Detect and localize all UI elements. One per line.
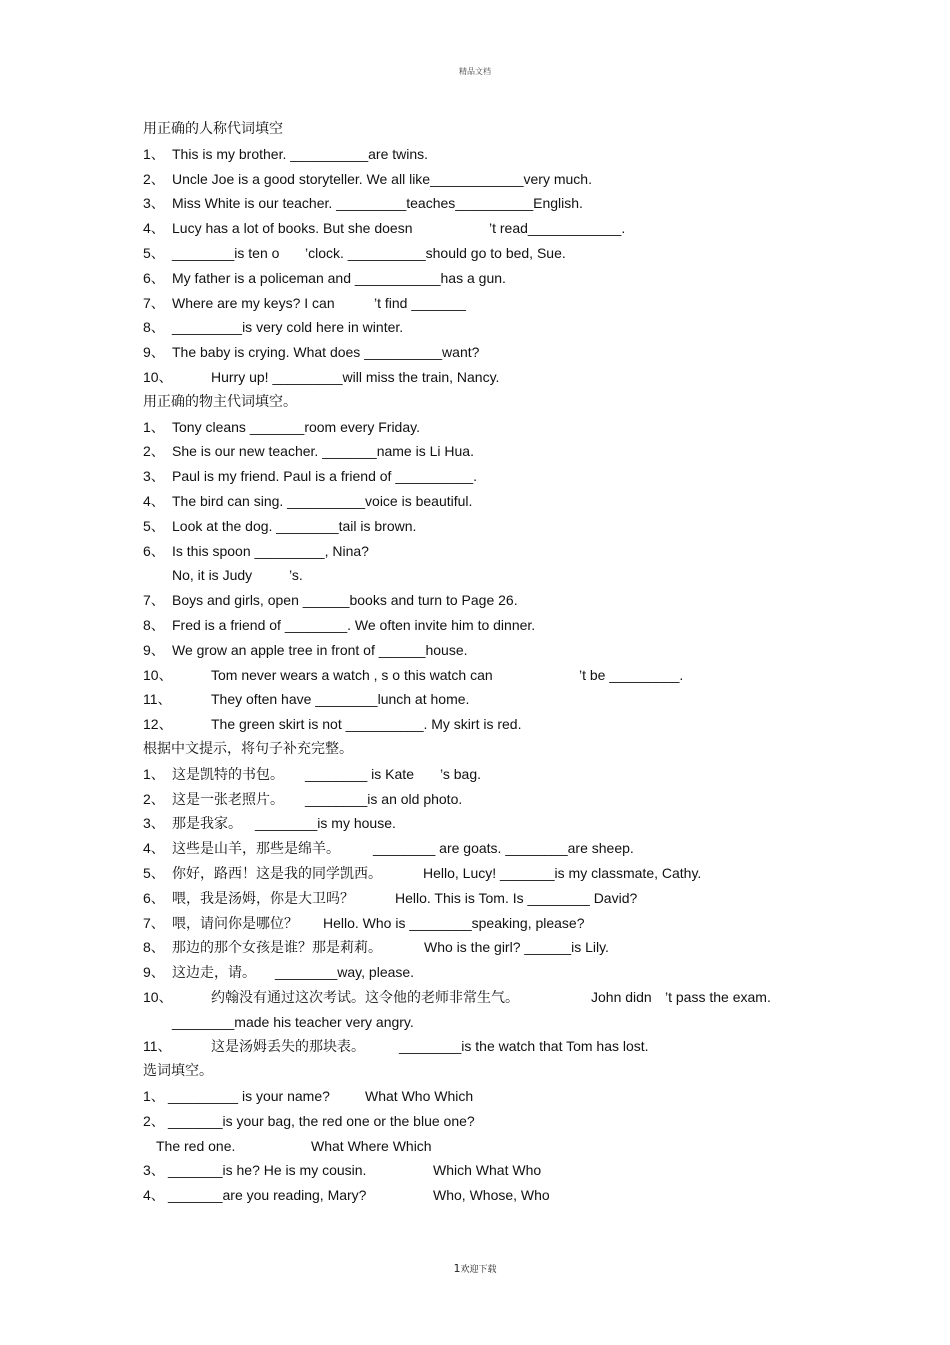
item-text: _______are you reading, Mary? [168,1187,367,1204]
exercise-line [143,142,923,167]
item-text: ’s bag. [440,765,481,782]
exercise-line [143,539,923,564]
exercise-line [143,1084,923,1109]
item-text: Fred is a friend of ________. We often invite him to dinner. [172,616,536,633]
item-number: 4、 [143,840,165,857]
item-text: Boys and girls, open ______books and turn to Page 26. [172,592,518,609]
item-text: ’clock. __________should go to bed, Sue. [305,244,566,261]
item-text: The baby is crying. What does __________want? [172,344,480,361]
item-number: 6、 [143,269,165,286]
exercise-line [143,241,923,266]
item-number: 6、 [143,542,165,559]
item-text: ________is my house. [255,815,396,832]
exercise-line [143,861,923,886]
item-text: What Who Which [365,1088,474,1105]
item-number: 2、 [143,790,165,807]
page-footer [0,1262,950,1275]
item-number: 3、 [143,195,165,212]
item-number: 8、 [143,319,165,336]
section-heading: 根据中文提示，将句子补充完整。 [143,740,353,757]
exercise-line [143,266,923,291]
item-number: 4、 [143,1187,165,1204]
item-number: 10、 [143,666,173,683]
item-number: 9、 [143,344,165,361]
item-text: ________ is Kate [305,765,414,782]
item-number: 2、 [143,443,165,460]
exercise-line [143,514,923,539]
item-number: 12、 [143,716,173,733]
section-heading: 用正确的人称代词填空 [143,121,283,137]
item-text: ’t find _______ [374,294,466,311]
exercise-line [143,315,923,340]
item-text: 那是我家。 [172,815,242,832]
item-number: 3、 [143,1162,165,1179]
item-text: _________is very cold here in winter. [172,319,404,336]
item-text: 那边的那个女孩是谁？那是莉莉。 [172,939,382,956]
exercise-line [143,340,923,365]
item-number: 1、 [143,1088,165,1105]
item-text: ________is an old photo. [305,790,463,807]
item-number: 8、 [143,616,165,633]
item-text: 这边走，请。 [172,964,256,981]
item-number: 4、 [143,492,165,509]
exercise-line [143,588,923,613]
exercise-line [143,1158,923,1183]
exercise-line [143,167,923,192]
item-text: Hurry up! _________will miss the train, Nancy. [211,368,500,385]
item-number: 6、 [143,889,165,906]
item-number: 10、 [143,368,173,385]
item-number: 5、 [143,864,165,881]
item-text: _________ is your name? [168,1088,330,1105]
item-number: 5、 [143,517,165,534]
item-number: 11、 [143,691,172,708]
exercise-line [143,1109,923,1134]
exercise-line [143,762,923,787]
item-number: 8、 [143,939,165,956]
exercise-line [143,811,923,836]
page-number: 1 [453,1262,461,1275]
item-number: 11、 [143,1038,172,1055]
item-text: Hello. This is Tom. Is ________ David? [395,889,638,906]
item-text: 约翰没有通过这次考试。这令他的老师非常生气。 [211,988,519,1005]
item-text: 这是凯特的书包。 [172,765,284,782]
item-number: 3、 [143,815,165,832]
item-text: _______is he? He is my cousin. [168,1162,367,1179]
exercise-line [143,216,923,241]
section-heading: 用正确的物主代词填空。 [143,393,297,410]
item-text: ’s. [289,567,303,584]
item-number: 7、 [143,294,165,311]
item-text: John didn [591,988,652,1005]
item-text: No, it is Judy [172,567,253,584]
exercise-line [143,563,923,588]
item-text: Look at the dog. ________tail is brown. [172,517,417,534]
item-text: This is my brother. __________are twins. [172,145,429,162]
item-number: 1、 [143,145,165,162]
exercise-line [143,935,923,960]
exercise-line [143,787,923,812]
exercise-line [143,836,923,861]
exercise-line [143,712,923,737]
footer-text: 欢迎下载 [460,1265,497,1275]
item-text: ________ are goats. ________are sheep. [373,840,634,857]
item-number: 2、 [143,170,165,187]
exercise-line [143,1183,923,1208]
item-number: 7、 [143,914,165,931]
item-number: 9、 [143,641,165,658]
item-text: Paul is my friend. Paul is a friend of __________. [172,468,478,485]
exercise-line [143,191,923,216]
item-text: What Where Which [311,1137,432,1154]
item-text: 这是一张老照片。 [172,790,284,807]
item-number: 3、 [143,468,165,485]
item-number: 2、 [143,1112,165,1129]
exercise-line [143,489,923,514]
exercise-line [143,613,923,638]
exercise-line [143,687,923,712]
item-number: 10、 [143,988,173,1005]
item-text: 喂，请问你是哪位？ [172,914,298,931]
exercise-line [143,663,923,688]
item-number: 1、 [143,765,165,782]
item-text: Who is the girl? ______is Lily. [424,939,609,956]
item-text: ________is the watch that Tom has lost. [399,1038,649,1055]
exercise-line [143,415,923,440]
item-text: _______is your bag, the red one or the blue one? [168,1112,475,1129]
exercise-line [143,886,923,911]
item-text: Where are my keys? I can [172,294,335,311]
item-text: The green skirt is not __________. My skirt is red. [211,716,522,733]
item-text: ’t read____________. [489,220,626,237]
item-text: My father is a policeman and ___________has a gun. [172,269,506,286]
exercise-line [143,291,923,316]
item-text: The red one. [156,1137,236,1154]
item-number: 9、 [143,964,165,981]
item-text: Hello. Who is ________speaking, please? [323,914,585,931]
exercise-line [143,1134,923,1159]
section-heading: 选词填空。 [143,1063,213,1080]
item-text: Is this spoon _________, Nina? [172,542,369,559]
item-text: Which What Who [433,1162,542,1179]
exercise-line [143,985,923,1010]
item-text: Miss White is our teacher. _________teaches__________English. [172,195,583,212]
item-text: ________way, please. [275,964,415,981]
exercise-line [143,1010,923,1035]
exercise-line [143,365,923,390]
item-text: 这是汤姆丢失的那块表。 [211,1038,365,1055]
exercise-line [143,439,923,464]
item-text: 喂，我是汤姆，你是大卫吗？ [172,889,354,906]
item-number: 7、 [143,592,165,609]
item-text: Lucy has a lot of books. But she doesn [172,220,413,237]
item-text: ________made his teacher very angry. [172,1013,414,1030]
item-text: She is our new teacher. _______name is Li Hua. [172,443,474,460]
item-text: ’t pass the exam. [665,988,771,1005]
item-text: ’t be _________. [579,666,684,683]
item-text: Tony cleans _______room every Friday. [172,418,420,435]
item-text: Hello, Lucy! _______is my classmate, Cathy. [423,864,702,881]
item-text: Tom never wears a watch , s o this watch can [211,666,493,683]
worksheet-content [143,117,923,1208]
exercise-line [143,1034,923,1059]
page-header: 精品文档 [459,67,491,76]
exercise-line [143,638,923,663]
item-text: 这些是山羊，那些是绵羊。 [172,840,340,857]
item-number: 5、 [143,244,165,261]
exercise-line [143,911,923,936]
item-text: ________is ten o [172,244,280,261]
exercise-line [143,464,923,489]
item-text: 你好，路西！这是我的同学凯西。 [172,864,382,881]
item-text: The bird can sing. __________voice is beautiful. [172,492,473,509]
item-text: We grow an apple tree in front of ______house. [172,641,468,658]
item-number: 4、 [143,220,165,237]
item-text: Who, Whose, Who [433,1187,550,1204]
item-number: 1、 [143,418,165,435]
item-text: They often have ________lunch at home. [211,691,470,708]
item-text: Uncle Joe is a good storyteller. We all like____________very much. [172,170,592,187]
exercise-line [143,960,923,985]
